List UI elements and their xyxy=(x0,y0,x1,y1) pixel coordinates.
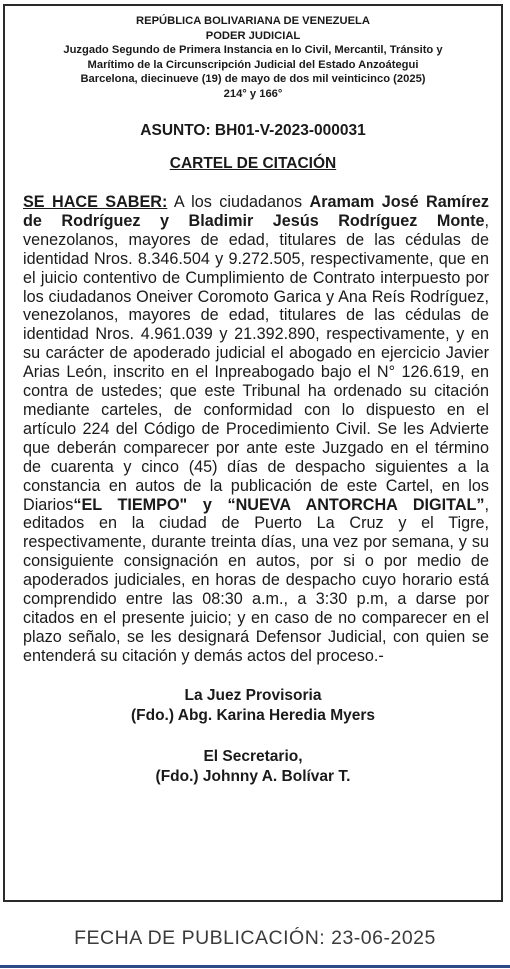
header-date: Barcelona, diecinueve (19) de mayo de dos mil veinticinco (2025) xyxy=(80,73,426,85)
secretary-name: (Fdo.) Johnny A. Bolívar T. xyxy=(155,768,351,786)
notice-lead: SE HACE SABER: xyxy=(23,193,168,211)
body-text-1: A los ciudadanos xyxy=(167,193,310,211)
header-years: 214° y 166° xyxy=(223,87,283,100)
secretary-signature xyxy=(5,747,501,788)
header-court: Juzgado Segundo de Primera Instancia en lo Civil, Mercantil, Tránsito y xyxy=(63,44,443,56)
judge-title: La Juez Provisoria xyxy=(184,686,322,704)
judge-name: (Fdo.) Abg. Karina Heredia Myers xyxy=(130,707,376,725)
notice-title-text: CARTEL DE CITACIÓN xyxy=(169,155,337,172)
bottom-divider xyxy=(0,965,510,968)
header-republic: REPÚBLICA BOLIVARIANA DE VENEZUELA xyxy=(136,15,370,27)
defendant-names: Aramam José Ramírez de Rodríguez y Bladimir Jesús Rodríguez Monte xyxy=(23,193,489,230)
court-header xyxy=(5,14,501,101)
judge-signature xyxy=(5,686,501,727)
publication-date: FECHA DE PUBLICACIÓN: 23-06-2025 xyxy=(74,927,436,949)
legal-notice-box xyxy=(3,4,503,902)
body-text-3: , editados en la ciudad de Puerto La Cruz y el Tigre, respectivamente, durante treinta días, una vez por semana, y su consiguiente consignación en autos, por si o por medio de apoderados judiciales, en horas de despacho cuyo horario está comprendido entre las 08:30 a.m., a 3:30 p.m, a darse por citados en el presente juicio; y en caso de no comparecer en el plazo señalo, se les designará Defensor Judicial, con quien se entenderá su citación y demás actos del proceso.- xyxy=(23,495,489,665)
newspaper-names: “EL TIEMPO" y “NUEVA ANTORCHA DIGITAL” xyxy=(73,495,485,514)
case-number: ASUNTO: BH01-V-2023-000031 xyxy=(140,122,366,139)
body-text-2: , venezolanos, mayores de edad, titulares de las cédulas de identidad Nros. 8.346.504 y 9.272.505, respectivamente, que en el juicio contentivo de Cumplimiento de Contrato interpuesto por los ciudadanos Oneiver Coromoto Garica y Ana Reís Rodríguez, venezolanos, mayores de edad, titulares de las cédulas de identidad Nros. 4.961.039 y 21.392.890, respectivamente, y en su carácter de apoderado judicial el abogado en ejercicio Javier Arias León, inscrito en el Inpreabogado bajo el N° 126.619, en contra de ustedes; que este Tribunal ha ordenado su citación mediante carteles, de conformidad con lo dispuesto en el artículo 224 del Código de Procedimiento Civil. Se les Advierte que deberán comparecer por ante este Juzgado en el término de cuarenta y cinco (45) días de despacho siguientes a la constancia en autos de la publicación de este Cartel, en los Diarios xyxy=(23,211,489,514)
notice-title xyxy=(5,154,501,174)
header-power: PODER JUDICIAL xyxy=(205,29,301,42)
secretary-title: El Secretario, xyxy=(203,747,303,765)
header-jurisdiction: Marítimo de la Circunscripción Judicial del Estado Anzoátegui xyxy=(87,58,419,71)
notice-body xyxy=(23,193,489,666)
